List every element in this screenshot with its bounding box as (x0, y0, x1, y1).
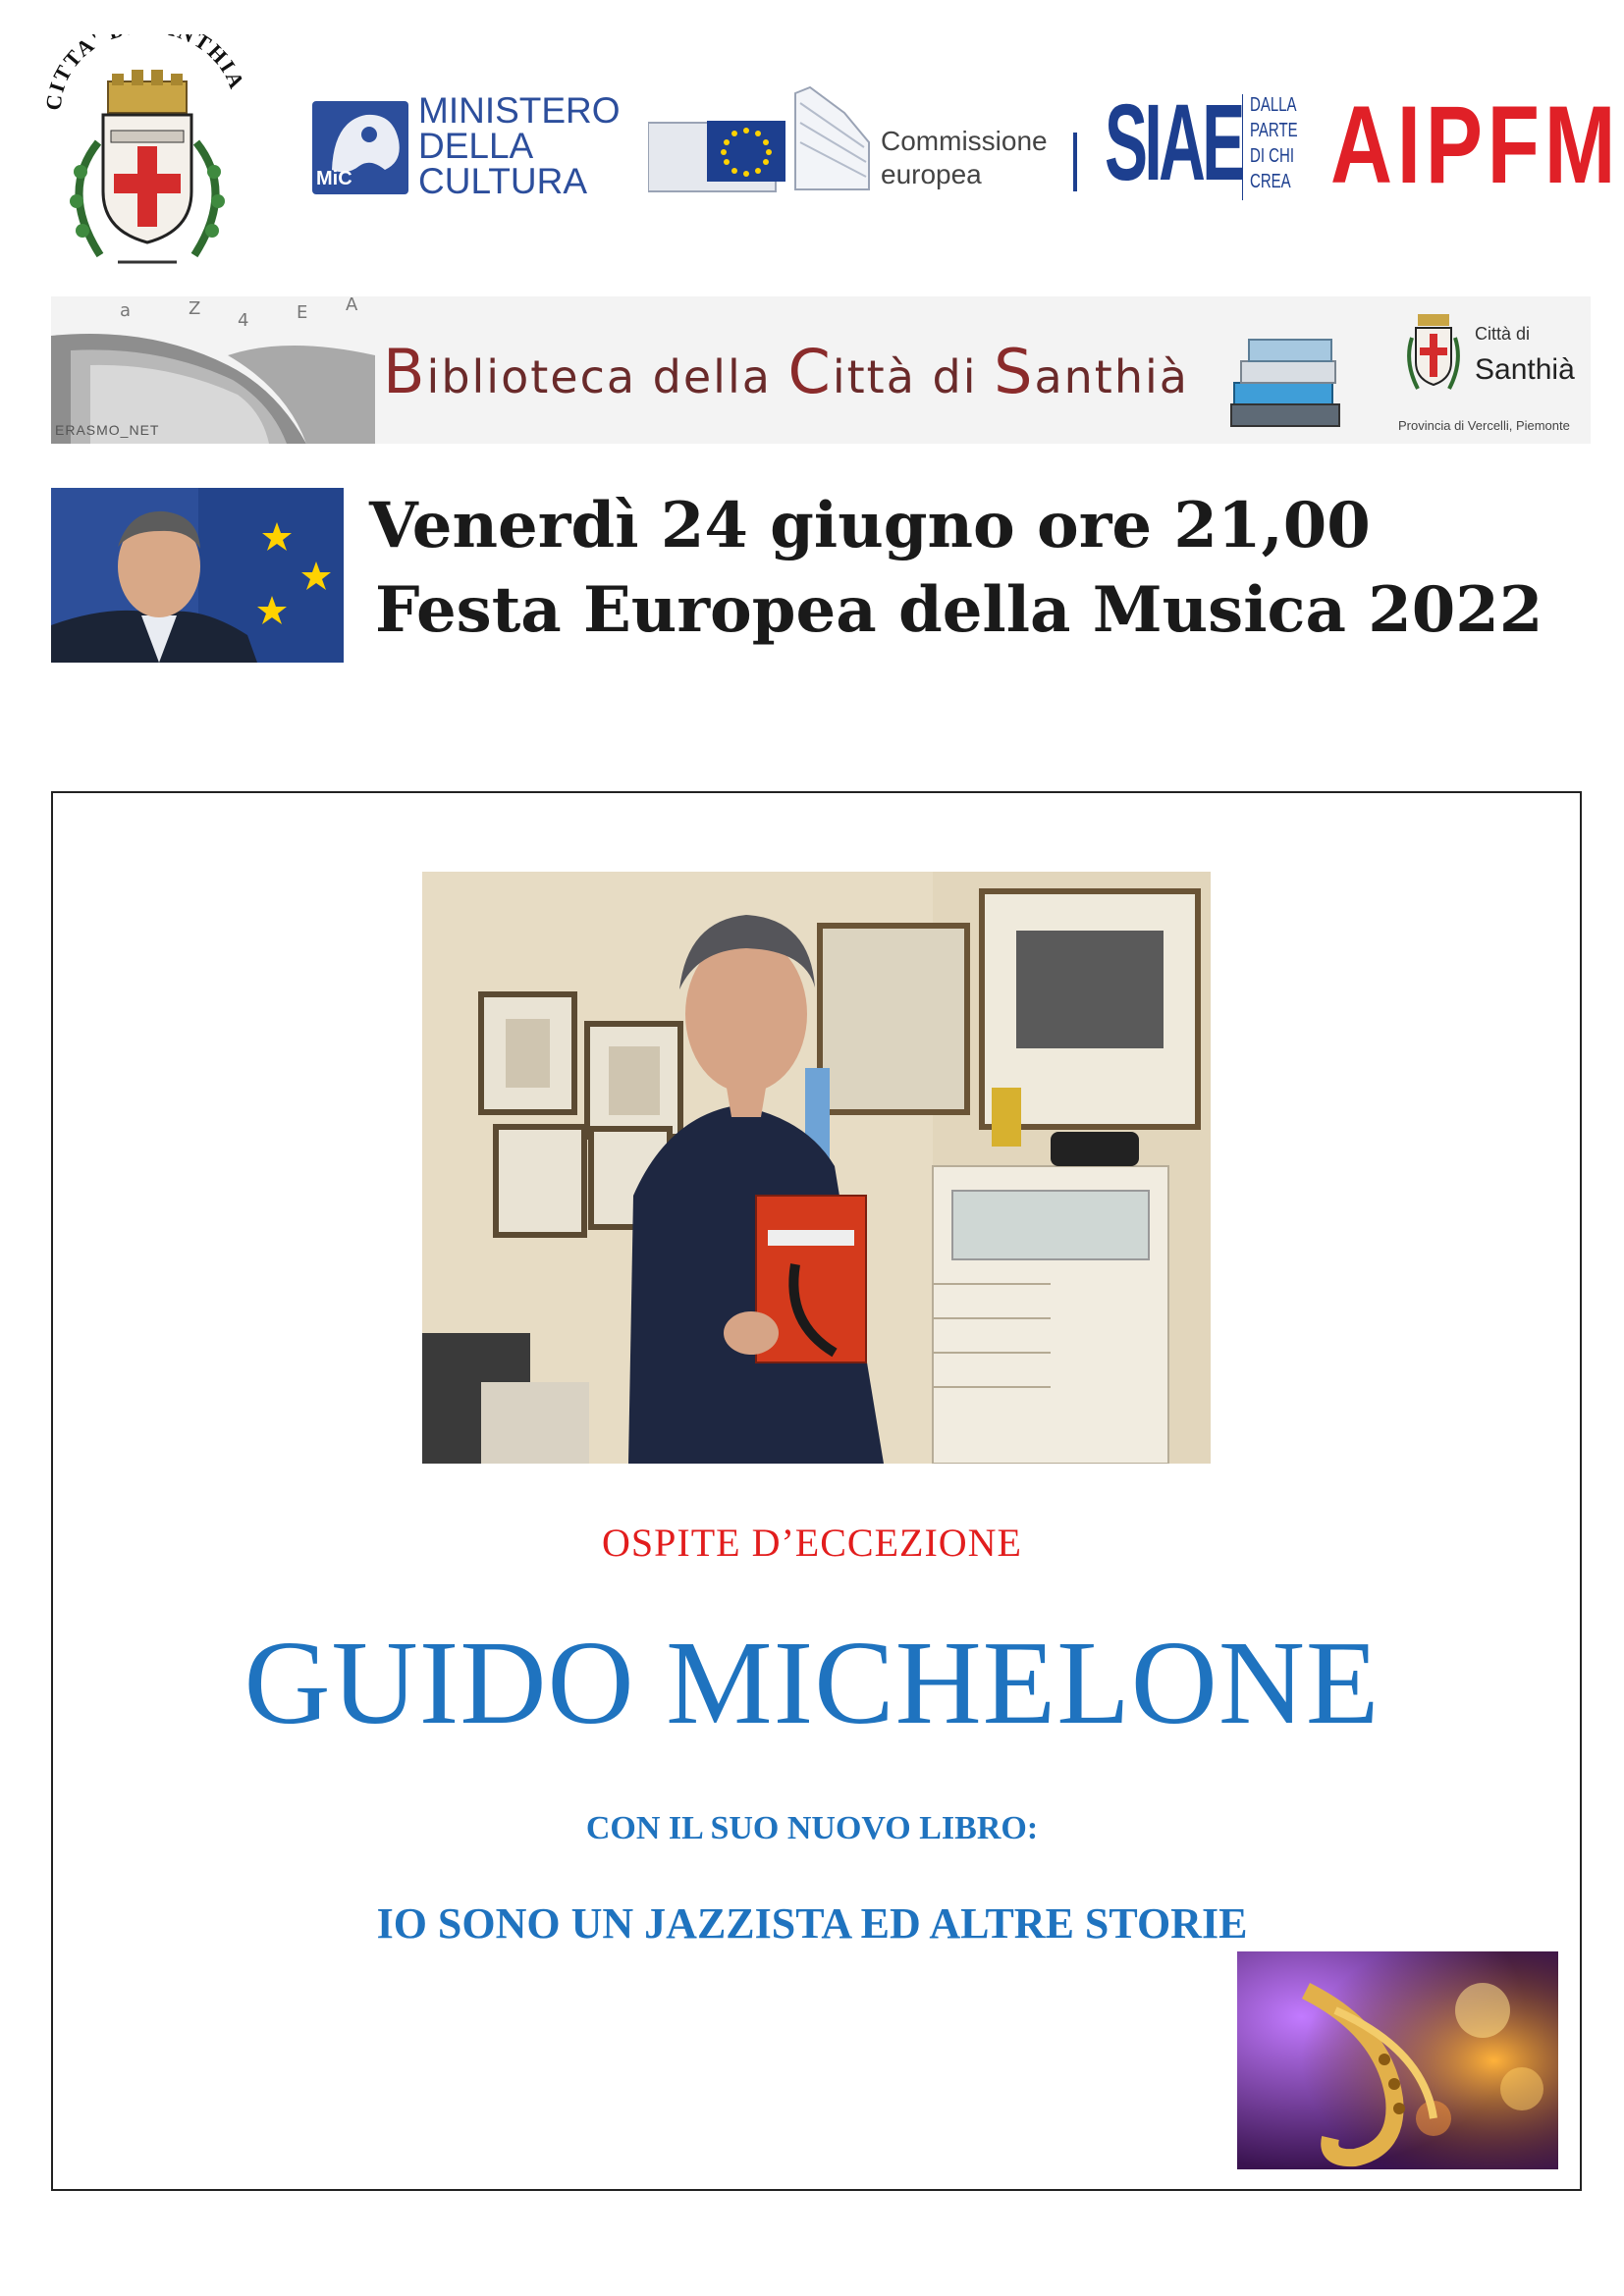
saxophone-photo (1237, 1951, 1558, 2169)
author-photo (422, 872, 1211, 1464)
guest-name: GUIDO MICHELONE (244, 1617, 1380, 1749)
svg-text:4: 4 (238, 310, 249, 331)
ministry-line-1: MINISTERO (418, 90, 621, 131)
svg-text:Z: Z (189, 298, 201, 319)
title-cap-1: B (383, 336, 427, 407)
eu-commission-name (881, 125, 1048, 191)
aipfm-logo (1330, 83, 1621, 206)
ec-line-2: europea (881, 159, 982, 189)
siae-tag-4: CREA (1250, 171, 1291, 192)
title-rest-2: ittà di (832, 350, 995, 403)
crest-arc-text: CITTA' THIA (40, 34, 250, 112)
ministry-line-3: CULTURA (418, 161, 587, 201)
title-rest-1: iblioteca della (426, 350, 788, 403)
book-intro: CON IL SUO NUOVO LIBRO: (585, 1810, 1039, 1846)
siae-tag-2: PARTE (1250, 120, 1298, 141)
eu-commission-logo (648, 83, 1060, 201)
mic-box (312, 101, 408, 194)
book-title: IO SONO UN JAZZISTA ED ALTRE STORIE (376, 1899, 1248, 1948)
library-province: Provincia di Vercelli, Piemonte (1398, 418, 1570, 433)
siae-tag-1: DALLA (1250, 94, 1297, 116)
aipfm-name: AIPFM (1330, 83, 1621, 206)
mic-badge: MiC (316, 168, 352, 189)
erasmo-label: ERASMO_NET (55, 422, 160, 438)
small-crest-icon (1404, 308, 1463, 397)
title-rest-3: anthià (1034, 350, 1189, 403)
books-stack-icon (1229, 314, 1347, 432)
svg-text:a: a (120, 300, 132, 321)
siae-divider (1242, 94, 1243, 200)
library-title (383, 336, 1189, 407)
portrait-image (51, 488, 344, 663)
saxophone-image (1237, 1951, 1558, 2169)
portrait-photo (51, 488, 344, 663)
siae-tagline (1250, 92, 1298, 194)
svg-text:E: E (297, 302, 308, 323)
ministry-name (418, 90, 621, 201)
city-crest-logo (39, 34, 250, 285)
library-banner (51, 296, 1591, 444)
library-city-small: Città di (1475, 324, 1531, 344)
siae-name: SIAE (1105, 82, 1242, 203)
ec-line-1: Commissione (881, 126, 1048, 156)
eu-building-icon (648, 83, 874, 201)
title-cap-3: S (994, 336, 1035, 407)
siae-logo (1105, 82, 1301, 204)
library-city-name: Santhià (1475, 353, 1575, 386)
special-guest-kicker: OSPITE D’ECCEZIONE (602, 1521, 1022, 1565)
author-photo-image (422, 872, 1211, 1464)
event-title: Festa Europea della Musica 2022 (375, 573, 1543, 647)
ministry-culture-logo (312, 90, 626, 201)
ministry-line-2: DELLA (418, 126, 534, 166)
siae-tag-3: DI CHI (1250, 145, 1294, 167)
crest-icon (39, 34, 250, 285)
divider (1073, 133, 1077, 191)
title-cap-2: C (787, 336, 833, 407)
svg-text:A: A (346, 296, 358, 315)
event-date-time: Venerdì 24 giugno ore 21,00 (369, 489, 1371, 562)
